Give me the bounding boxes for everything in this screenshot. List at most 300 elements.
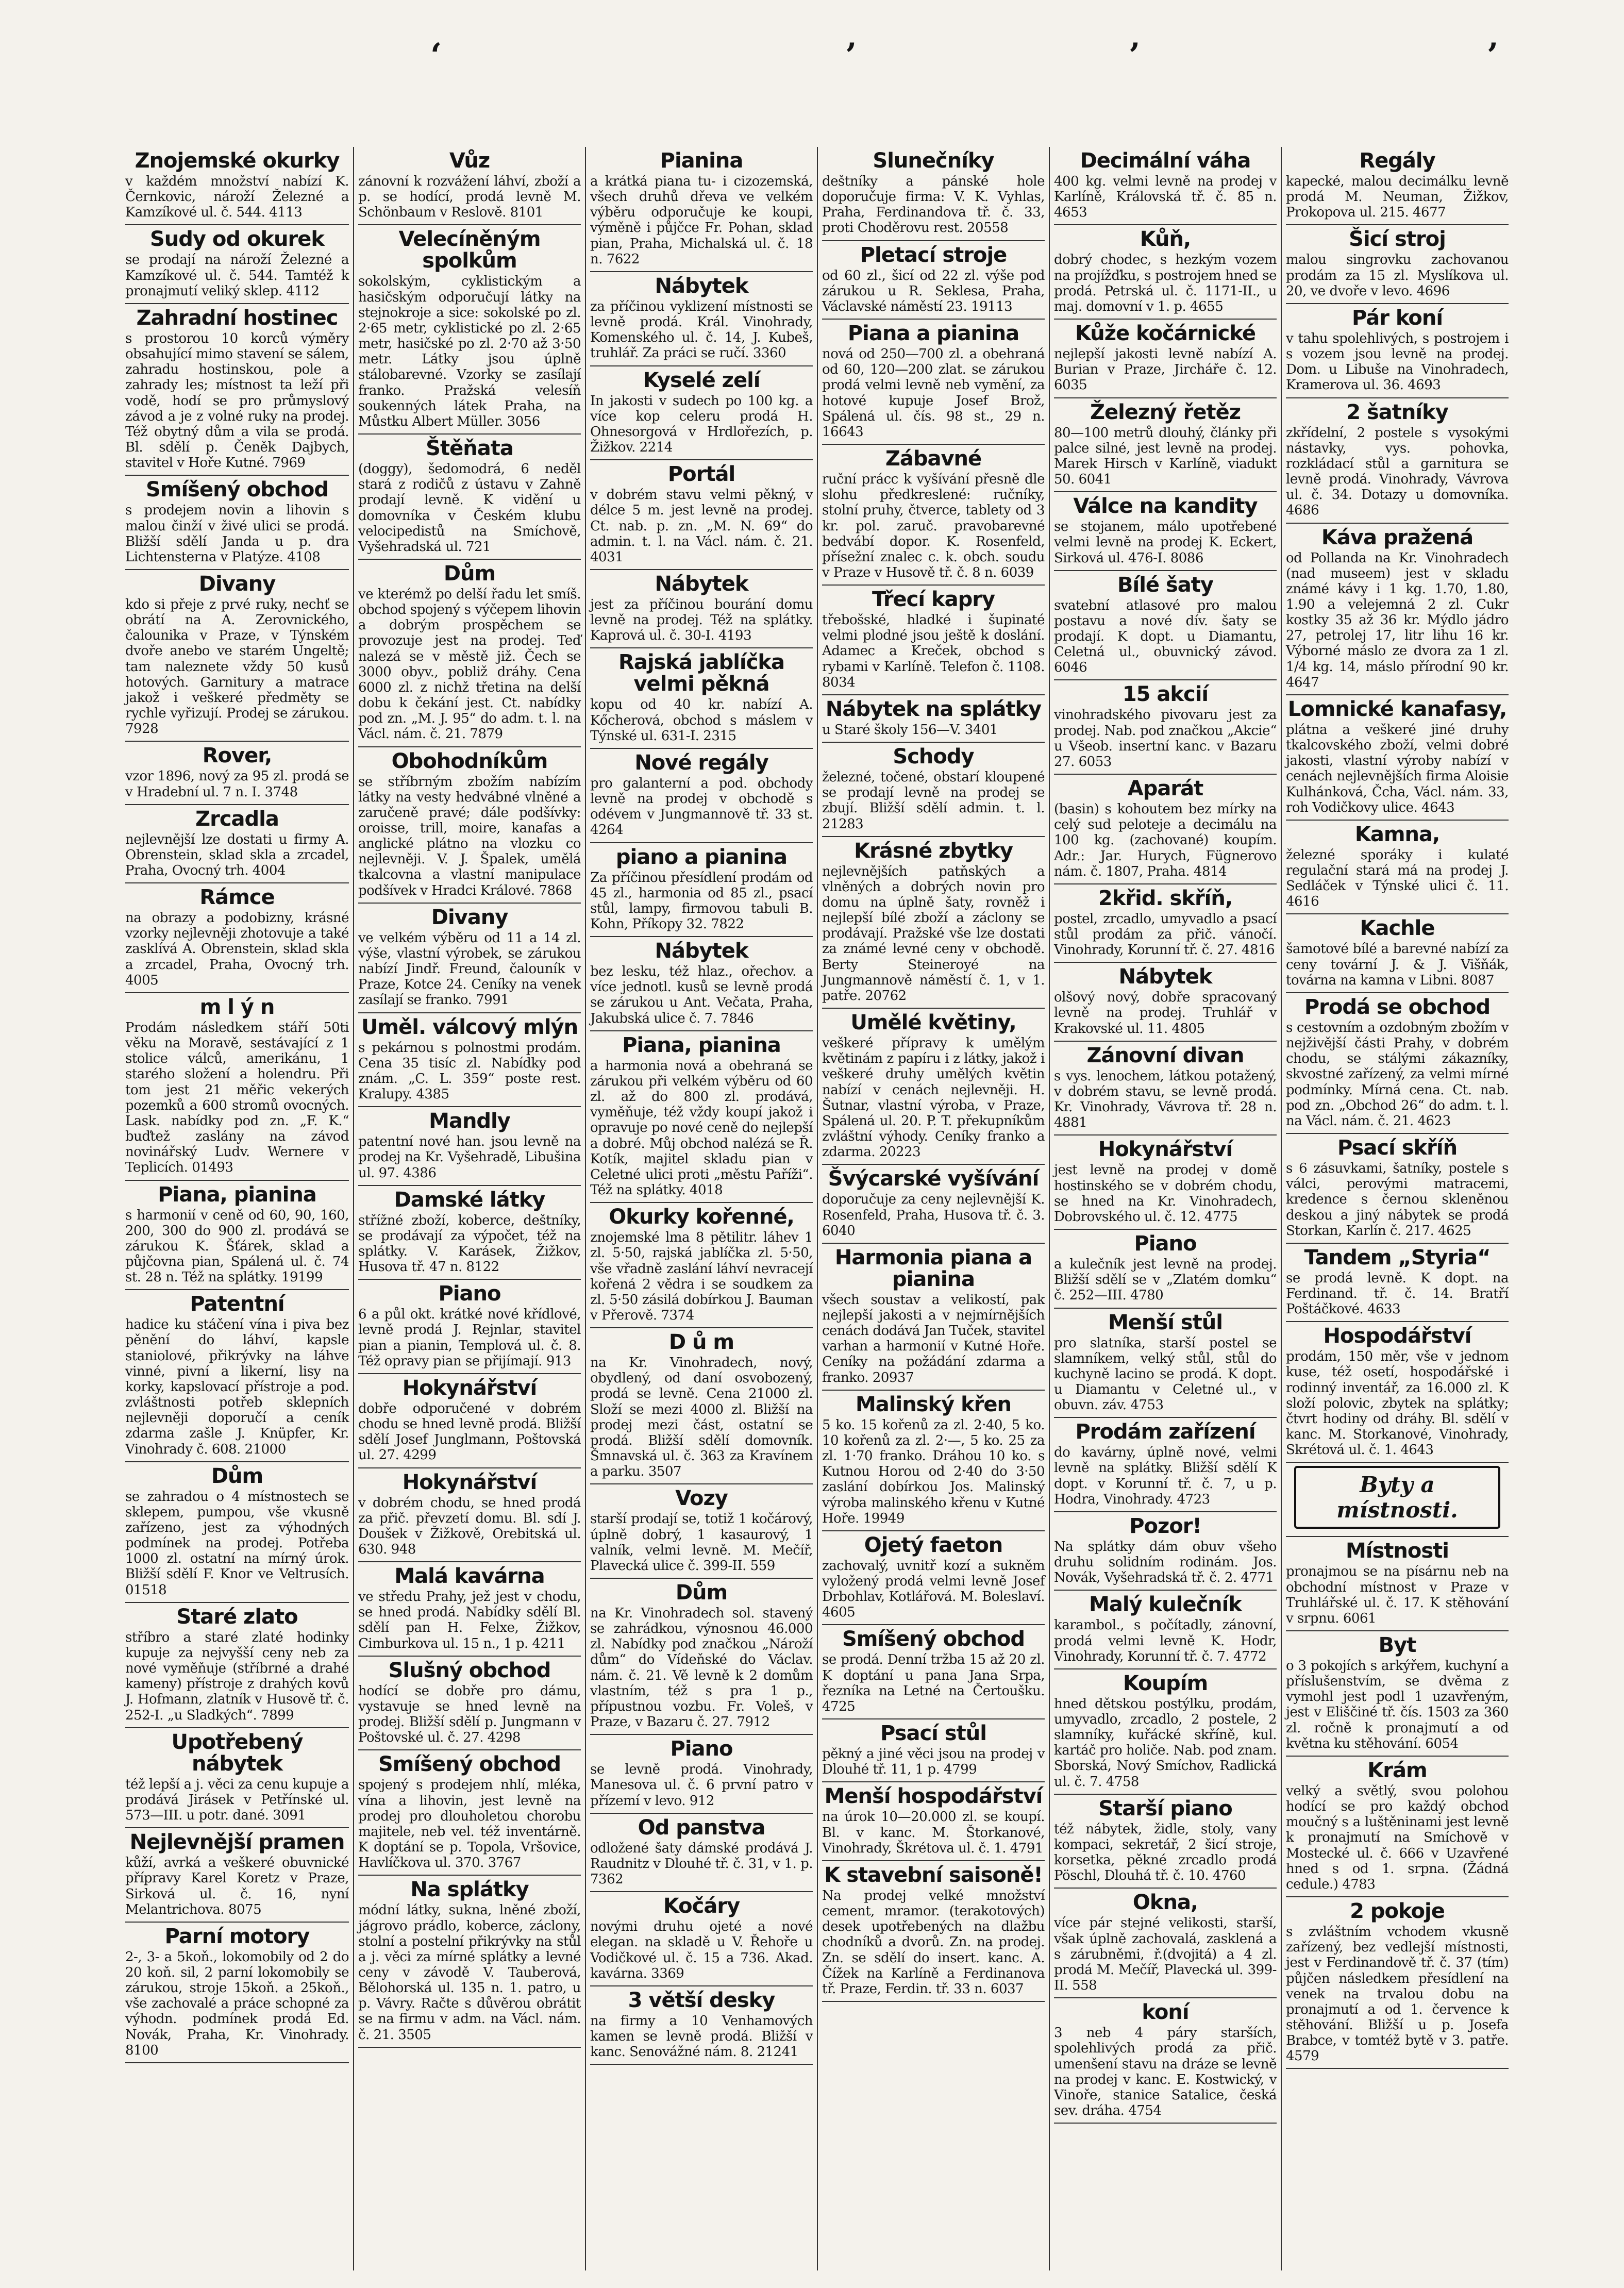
ad-headline: Nábytek na splátky <box>825 697 1042 721</box>
ad-body: patentní nové han. jsou levně na prodej na Kr. Vyšehradě, Libušina ul. 97. 4386 <box>358 1134 581 1181</box>
ad-body: s prodejem novin a lihovin s malou činží v živé ulici se prodá. Bližší sdělí Janda u p. dra Lichtensterna v Platýze. 4108 <box>125 503 349 565</box>
ad-body: na firmy a 10 Venhamových kamen se levně prodá. Bližší v kanc. Senovážné nám. 8. 21241 <box>590 2013 813 2060</box>
classified-ad <box>1054 1042 1277 1136</box>
ad-headline: Nové regály <box>634 750 768 775</box>
classified-ad <box>125 1603 349 1728</box>
ad-body: se prodá. Denní tržba 15 až 20 zl. K doptání u pana Jana Srpa, řezníka na Letné na Čertoušku. 4725 <box>822 1652 1045 1714</box>
ad-headline: Mandly <box>429 1109 510 1133</box>
ad-body: s harmonií v ceně od 60, 90, 160, 200, 300 do 900 zl. prodává se zárukou K. Šťárek, sklad a půjčovna pian, Spálená ul. č. 74 st. 28 n. Též na splátky. 19199 <box>125 1207 349 1285</box>
classified-ad <box>125 993 349 1181</box>
ad-body: s pekárnou s polnostmi prodám. Cena 35 tisíc zl. Nabídky pod znám. „C. L. 359“ poste rest. Kralupy. 4385 <box>358 1040 581 1103</box>
classified-ad <box>358 747 581 904</box>
section-header <box>1286 1463 1509 1537</box>
ad-headline: Psací stůl <box>880 1722 986 1746</box>
classified-ad <box>590 937 813 1031</box>
classified-ad <box>1054 884 1277 963</box>
ad-headline: Prodám zařízení <box>1075 1420 1255 1444</box>
classified-ad <box>822 1391 1045 1531</box>
ad-headline: piano a pianina <box>615 845 788 869</box>
ad-headline: Menší stůl <box>1108 1310 1223 1334</box>
classified-ad <box>822 743 1045 837</box>
ad-headline: Vozy <box>675 1487 728 1511</box>
column-3 <box>585 147 817 2270</box>
classified-ad <box>590 1203 813 1328</box>
ad-headline: 2 šatníky <box>1346 400 1448 424</box>
ad-headline: Nábytek <box>655 274 748 298</box>
classified-ad <box>358 1876 581 2047</box>
ad-headline: Piano <box>438 1282 501 1306</box>
ad-body: v dobrém stavu velmi pěkný, v délce 5 m. jest levně na prodej. Ct. nab. p. zn. „M. N. 69“ do admin. t. l. na Václ. nám. č. 21. 4031 <box>590 487 813 565</box>
ad-headline: Sudy od okurek <box>150 227 324 252</box>
classified-ad <box>1054 1669 1277 1795</box>
classified-ad <box>1286 1537 1509 1631</box>
classified-ad <box>590 460 813 570</box>
ad-headline: Káva pražená <box>1321 525 1474 549</box>
ad-body: dobrý chodec, s hezkým vozem na projížďku, s postrojem hned se prodá. Petrská ul. č. 1171-II., u maj. domovní v 1. p. 4655 <box>1054 252 1277 314</box>
ad-headline: Zánovní divan <box>1086 1043 1244 1067</box>
classified-columns <box>121 147 1513 2270</box>
ad-headline: Švýcarské vyšívání <box>828 1167 1039 1191</box>
classified-ad <box>125 476 349 570</box>
ad-body: jest za příčinou bourání domu levně na prodej. Též na splátky. Kaprová ul. č. 30-I. 4193 <box>590 596 813 644</box>
ad-headline: Místnosti <box>1345 1539 1449 1563</box>
ad-headline: Smíšený obchod <box>145 478 329 502</box>
ad-headline: Starší piano <box>1098 1796 1232 1821</box>
ad-headline: Nábytek <box>1118 965 1212 989</box>
ad-body: Na splátky dám obuv všeho druhu solidním rodinám. Jos. Novák, Vyšehradská tř. č. 2. 4771 <box>1054 1539 1277 1586</box>
ad-headline: Hokynářství <box>402 1470 537 1494</box>
classified-ad <box>1054 492 1277 571</box>
ad-body: doporučuje za ceny nejlevnější K. Rosenfeld, Praha, Husova tř. č. 3. 6040 <box>822 1192 1045 1239</box>
classified-ad <box>822 445 1045 586</box>
classified-ad <box>358 1657 581 1751</box>
classified-ad <box>822 1009 1045 1165</box>
ad-headline: Uměl. válcový mlýn <box>361 1015 578 1039</box>
ad-headline: Kůže kočárnické <box>1075 322 1256 346</box>
ad-body: Prodám následkem stáří 50ti věku na Moravě, sestávající z 1 stolice válců, amerikánu, 1 starého složení a holendru. Při tom jest 21 měřic vekerých pozemků a 600 stromů ovocných. Lask. nabídky pod zn. „F. K.“ buďtež zaslány na závod novinářský Ludv. Wernere v Teplicích. 01493 <box>125 1020 349 1176</box>
ad-headline: Upotřebený nábytek <box>171 1730 303 1776</box>
ad-headline: Velecíněným spolkům <box>398 227 541 273</box>
ad-body: se stříbrným zbožím nabízím látky na vesty hedvábné vlněné a zaručeně pravé; dále podšívky: oroisse, trill, moire, kanafas a anglické plátno na vlozku co nejlevněji. V. J. Špalek, umělá tkalcovna a vlastní manipulace podšívek v Hradci Králové. 7868 <box>358 774 581 898</box>
ad-headline: Byt <box>1378 1633 1416 1657</box>
classified-ad <box>1054 398 1277 493</box>
ad-headline: Smíšený obchod <box>378 1752 561 1777</box>
ad-headline: Vůz <box>449 149 490 173</box>
classified-ad <box>125 304 349 476</box>
ad-headline: Pianina <box>660 149 743 173</box>
classified-ad <box>1054 1135 1277 1230</box>
ad-headline: Prodá se obchod <box>1304 995 1491 1019</box>
ad-body: hadice ku stáčení vína i piva bez pěnění do láhví, kapsle staniolové, přikrývky na láhve vinné, pivní a likerní, lisy na korky, kapslovací přístroje a pod. zvláštnosti potřeb sklepních nejlevněji doporučí a ceník zdarma zašle J. Knüpfer, Kr. Vinohrady č. 608. 21000 <box>125 1317 349 1457</box>
classified-ad <box>358 1750 581 1876</box>
ad-body: olšový nový, dobře spracovaný levně na prodej. Truhlář v Krakovské ul. 11. 4805 <box>1054 990 1277 1037</box>
ad-headline: Krásné zbytky <box>854 839 1013 863</box>
classified-ad <box>358 560 581 747</box>
ad-body: módní látky, sukna, lněné zboží, jágrovo prádlo, koberce, záclony, stolní a postelní přikrývky na stůl a j. věci za mírné splátky a levné ceny v závodě V. Tauberová, Bělohorská ul. 135 n. 1. patro, u p. Vávry. Račte s důvěrou obrátit se na firmu v adm. na Václ. nám. č. 21. 3505 <box>358 1902 581 2043</box>
ad-body: 3 neb 4 páry starších, spolehlivých prodá za přič. umenšení stavu na dráze se levně na prodej v kanc. E. Kostwický, v Vinoře, stanice Satalice, česká sev. dráha. 4754 <box>1054 2025 1277 2118</box>
ad-body: 6 a půl okt. krátké nové křídlové, levně prodá J. Rejnlar, stavitel pian a pianin, Templová ul. č. 8. Též opravy pian se přijímají. 913 <box>358 1307 581 1369</box>
classified-ad <box>358 1186 581 1280</box>
ad-body: spojený s prodejem nhlí, mléka, vína a lihovin, jest levně na prodej pro dlouholetou chorobu majitele, neb vel. též inventárně. K doptání se p. Topola, Vršovice, Havlíčkova ul. 370. 3767 <box>358 1777 581 1871</box>
ad-headline: Psací skříň <box>1337 1136 1458 1160</box>
ad-headline: Hospodářství <box>1323 1324 1471 1348</box>
classified-ad <box>1286 225 1509 304</box>
ad-headline: Piana a pianina <box>847 322 1019 346</box>
classified-ad <box>1286 1757 1509 1897</box>
ad-headline: Pozor! <box>1129 1514 1201 1538</box>
classified-ad <box>1286 1631 1509 1757</box>
ad-headline: Piano <box>1134 1232 1197 1256</box>
ad-headline: Od panstva <box>638 1815 765 1840</box>
ad-headline: Malý kulečník <box>1089 1593 1242 1617</box>
ad-body: na obrazy a podobizny, krásné vzorky nejlevněji zhotovuje a také zasklívá A. Obrenstein, sklad skla a zrcadel, Praha, Ovocný trh. 4005 <box>125 910 349 988</box>
ad-headline: Bílé šaty <box>1117 573 1213 597</box>
classified-ad <box>822 1782 1045 1861</box>
margin-mark: ‘ <box>430 36 442 75</box>
ad-headline: Rajská jablíčka velmi pěkná <box>618 650 784 696</box>
ad-body: velký a světlý, svou polohou hodící se pro každý obchod moučný s a luštěninami jest levně k pronajmutí na Smíchově v Mostecké ul. č. 666 v Uzavřené hned s od 1. srpna. (Žádná cedule.) 4783 <box>1286 1783 1509 1892</box>
ad-body: na Kr. Vinohradech, nový, obydlený, od daní osvobozený, prodá se levně. Cena 21000 zl. Složí se mezi 4000 zl. Bližší na prodej mezi část, ostatní se prodá. Bližší sdělí domovník. Šmnavská ul. č. 363 za Kravínem a parku. 3507 <box>590 1355 813 1480</box>
ad-body: se stojanem, málo upotřebené velmi levně na prodej K. Eckert, Sirková ul. 476-I. 8086 <box>1054 519 1277 566</box>
ad-headline: Ojetý faeton <box>864 1533 1003 1557</box>
ad-headline: Nábytek <box>655 572 748 596</box>
ad-body: (basin) s kohoutem bez mírky na celý sud peloteje a decimálu na 100 kg. (zachované) koupím. Adr.: Jar. Hurych, Fügnerovo nám. č. 1807, Praha. 4814 <box>1054 801 1277 879</box>
classified-ad <box>358 147 581 225</box>
ad-headline: 3 větší desky <box>628 1988 775 2012</box>
ad-headline: Kachle <box>1360 916 1435 941</box>
classified-ad <box>125 1462 349 1603</box>
ad-headline: koní <box>1142 2000 1189 2025</box>
classified-ad <box>358 1107 581 1185</box>
margin-mark: ’ <box>1129 36 1141 75</box>
ad-headline: 15 akcií <box>1122 682 1209 707</box>
classified-ad <box>1054 1418 1277 1512</box>
classified-ad <box>358 1374 581 1468</box>
ad-headline: Patentní <box>190 1292 284 1316</box>
ad-headline: Třecí kapry <box>872 588 995 612</box>
ad-headline: Znojemské okurky <box>135 149 340 173</box>
classified-ad <box>822 320 1045 445</box>
classified-ad <box>822 1165 1045 1243</box>
ad-body: plátna a veškeré jiné druhy tkalcovského zboží, velmi dobré jakosti, vlastní výroby nabízí v cenách nejlevnějších firma Aloisie Kulhánková, Čcha, Václ. nám. 33, roh Vodičkovy ulice. 4643 <box>1286 722 1509 815</box>
ad-body: (doggy), šedomodrá, 6 neděl stará z rodičů z ústavu v Zahně prodají levně. K vidění u domovníka v Českém klubu velocipedistů na Smíchově, Vyšehradská ul. 721 <box>358 461 581 555</box>
classified-ad <box>822 1244 1045 1391</box>
ad-headline: Hokynářství <box>1098 1138 1233 1162</box>
classified-ad <box>125 225 349 304</box>
ad-headline: Rámce <box>199 886 275 910</box>
classified-ad <box>822 695 1045 743</box>
ad-headline: Rover, <box>202 744 272 768</box>
ad-body: kapecké, malou decimálku levně prodá M. Neuman, Žižkov, Prokopova ul. 215. 4677 <box>1286 174 1509 221</box>
classified-ad <box>125 1923 349 2063</box>
ad-headline: Štěňata <box>426 437 513 461</box>
ad-headline: Staré zlato <box>176 1605 298 1629</box>
column-1 <box>121 147 353 2270</box>
ad-headline: Na splátky <box>410 1878 529 1902</box>
ad-body: svatební atlasové pro malou postavu a nové dív. šaty se prodají. K dopt. u Diamantu, Celetná ul., obuvnický závod. 6046 <box>1054 597 1277 676</box>
ad-body: znojemské lma 8 pětilitr. láhev 1 zl. 5·50, rajská jablíčka zl. 5·50, vše vřadně zaslání láhví nevracejí kořená 2 vědra i se soudkem za zl. 5·50 zásilá dobírkou J. Bauman v Přerově. 7374 <box>590 1230 813 1323</box>
ad-headline: Piana, pianina <box>158 1182 316 1207</box>
classified-ad <box>125 1728 349 1828</box>
ad-body: In jakosti v sudech po 100 kg. a více kop celeru prodá H. Ohnesorgová v Hrdlořezích, p. Žižkov. 2214 <box>590 393 813 456</box>
ad-body: 2-, 3- a 5koň., lokomobily od 2 do 20 koň. sil, 2 parní lokomobily se zárukou, stroje 15koň. a 25koň., vše zachovalé a práce schopné za výhodn. podmínek prodá Ed. Novák, Praha, Kr. Vinohrady. 8100 <box>125 1949 349 2058</box>
classified-ad <box>125 1290 349 1462</box>
column-4 <box>817 147 1049 2270</box>
ad-body: pro slatníka, starší postel se slamníkem, velký stůl, stůl do kuchyně lacino se prodá. K dopt. u Diamantu v Celetné ul., v obuvn. záv. 4753 <box>1054 1335 1277 1413</box>
classified-ad <box>1286 1244 1509 1322</box>
ad-body: s zvláštním vchodem vkusně zařízený, bez vedlejší místnosti, jest v Ferdinandově tř. č. 37 (tím) půjčen následkem přesídlení na venek na trvalou dobu na pronajmutí a od 1. července k stěhování. Bližší u p. Josefa Brabce, v tomtéž bytě v 3. patře. 4579 <box>1286 1924 1509 2064</box>
classified-ad <box>125 1181 349 1291</box>
top-margin-marks <box>0 36 1624 75</box>
classified-ad <box>358 1013 581 1108</box>
ad-body: se zahradou o 4 místnostech se sklepem, pumpou, vše vkusně zařízeno, jest za výhodných podmínek na prodej. Potřeba 1000 zl. ostatní na mírný úrok. Bližší sdělí F. Knor ve Veltrusích. 01518 <box>125 1489 349 1598</box>
ad-headline: Divany <box>431 905 508 929</box>
ad-body: na Kr. Vinohradech sol. stavený se zahrádkou, výnosnou 46.000 zl. Nabídky pod značkou „Nároží dům“ do Vídeňské do Václav. nám. č. 21. Vě levně k 2 domům vlastním, též s pra 1 p., přípustnou vozbu. Fr. Voleš, v Praze, v Bazaru č. 27. 7912 <box>590 1606 813 1730</box>
classified-ad <box>590 1986 813 2065</box>
classified-ad <box>1286 1897 1509 2069</box>
ad-headline: Pár koní <box>1351 306 1443 330</box>
classified-ad <box>1054 225 1277 320</box>
ad-headline: Schody <box>893 745 974 769</box>
ad-headline: 2křid. skříň, <box>1098 886 1233 910</box>
ad-body: kůží, avrká a veškeré obuvnické přípravy Karel Koretz v Praze, Sirková ul. č. 16, nyní Melantrichova. 8075 <box>125 1855 349 1917</box>
ad-headline: Obohodníkům <box>391 749 548 773</box>
classified-ad <box>590 1892 813 1986</box>
ad-body: se prodají na nároží Železné a Kamzíkové ul. č. 544. Tamtéž k pronajmutí veliký sklep. 4112 <box>125 252 349 299</box>
classified-ad <box>590 1328 813 1484</box>
ad-headline: Parní motory <box>164 1924 310 1948</box>
ad-body: 400 kg. velmi levně na prodej v Karlíně, Královská tř. č. 85 n. 4653 <box>1054 174 1277 221</box>
ad-body: prodám, 150 měr, vše v jednom kuse, též osetí, hospodářské i rodinný inventář, za 16.000 zl. K složí polovic, zbytek na splátky; čtvrt hodiny od dráhy. Bl. sdělí v kanc. M. Storkanové, Vinohrady, Skrétová ul. č. 1. 4643 <box>1286 1349 1509 1458</box>
ad-body: malou singrovku zachovanou prodám za 15 zl. Myslíkova ul. 20, ve dvoře v levo. 4696 <box>1286 252 1509 299</box>
ad-headline: D ů m <box>668 1330 734 1355</box>
ad-headline: m l ý n <box>199 995 275 1019</box>
classified-ad <box>358 904 581 1013</box>
ad-headline: Krám <box>1367 1758 1427 1782</box>
classified-ad <box>1054 1230 1277 1308</box>
ad-body: stříbro a staré zlaté hodinky kupuje za nejvyšší ceny neb za nové vyměňuje (stříbrné a drahé kameny) přístroje z drahých kovů J. Hofmann, zlatník v Husově tř. č. 252-I. „u Sladkých“. 7899 <box>125 1629 349 1723</box>
classified-ad <box>1054 775 1277 884</box>
ad-headline: Šicí stroj <box>1349 227 1446 252</box>
ad-headline: Slušný obchod <box>388 1658 551 1682</box>
ad-body: o 3 pokojích s arkýřem, kuchyní a příslušenstvím, se dvěma z vymohl jest podl 1 uzavřeným, jest v Eliščiné tř. čís. 1503 za 360 zl. ročně k pronajmutí a od května ku stěhování. 6054 <box>1286 1658 1509 1751</box>
classified-ad <box>1286 524 1509 695</box>
ad-body: veškeré přípravy k umělým květinám z papíru i z látky, jakož i veškeré druhy umělých květin nabízí v cenách nejlevněji. H. Šutnar, vlastní výroba, v Praze, Spálená ul. 20. P. T. překupníkům zvláštní výhody. Ceníky franko a zdarma. 20223 <box>822 1036 1045 1160</box>
classified-ad <box>1054 963 1277 1041</box>
ad-headline: Kamna, <box>1354 822 1440 846</box>
classified-ad <box>590 1735 813 1813</box>
ad-body: hned dětskou postýlku, prodám, umyvadlo, zrcadlo, 2 postele, 2 slamníky, kuřácké skříně, kul. kartáč pro holiče. Nab. pod znam. Sborská, Nový Smíchov, Radlická ul. č. 7. 4758 <box>1054 1696 1277 1790</box>
classified-ad <box>1054 680 1277 775</box>
classified-ad <box>822 241 1045 320</box>
ad-headline: Zahradní hostinec <box>136 306 338 330</box>
ad-body: nejlevnějších patňských a vlněných a dobrých novin pro domu na úplně šaty, rovněž i nejlepší bílé zboží a záclony se prodávají. Pražské vše lze dostati za známé levné ceny v obchodě. Berty Steineroyé na Jungmannově náměstí č. 1, v 1. patře. 20762 <box>822 863 1045 1004</box>
classified-ad <box>1286 1322 1509 1463</box>
margin-mark: ’ <box>1487 36 1499 75</box>
ad-headline: Menší hospodářství <box>824 1784 1043 1809</box>
classified-ad <box>822 1531 1045 1626</box>
classified-ad <box>1286 821 1509 915</box>
ad-body: nejlepší jakosti levně nabízí A. Burian v Praze, Jircháře č. 12. 6035 <box>1054 346 1277 393</box>
classified-ad <box>1286 914 1509 993</box>
ad-body: nová od 250—700 zl. a obehraná od 60, 120—200 zlat. se zárukou prodá velmi levně neb vymění, za hotové kupuje Josef Brož, Spálená ul. čís. 98 st., 29 n. 16643 <box>822 346 1045 440</box>
ad-body: střížné zboží, koberce, deštníky, se prodávají za výpočet, též na splátky. V. Karásek, Žižkov, Husova tř. 47 n. 8122 <box>358 1212 581 1275</box>
classified-ad <box>1054 1889 1277 1998</box>
ad-body: zachovalý, uvnitř kozí a sukněm vyložený prodá velmi levně Josef Drbohlav, Kotlářová. M. Boleslaví. 4605 <box>822 1558 1045 1621</box>
ad-body: kopu od 40 kr. nabízí A. Kőcherová, obchod s máslem v Týnské ul. 631-I. 2315 <box>590 697 813 744</box>
classified-ad <box>590 147 813 272</box>
column-2 <box>353 147 585 2270</box>
ad-body: 5 ko. 15 kořenů za zl. 2·40, 5 ko. 10 kořenů za zl. 2·—, 5 ko. 25 za zl. 1·70 franko. Dráhou 10 ko. s Kutnou Horou od 2·40 do 3·50 zaslání dobírkou Jos. Malinský výroba malinského křenu v Kutné Hoře. 19949 <box>822 1417 1045 1526</box>
ad-body: v dobrém chodu, se hned prodá za přič. převzetí domu. Bl. sdí J. Doušek v Žižkově, Orebitská ul. 630. 948 <box>358 1495 581 1557</box>
ad-body: bez lesku, též hlaz., ořechov. a více jednotl. kusů se levně prodá se zárukou u Ant. Večata, Praha, Jakubská ulice č. 7. 7846 <box>590 964 813 1026</box>
ad-body: od Pollanda na Kr. Vinohradech (nad museem) jest v skladu známé kávy i 1 kg. 1.70, 1.80, 1.90 a velejemná 2 zl. Cukr kostky 35 až 36 kr. Mýdlo jádro 27, petrolej 17, litr lihu 16 kr. Výborné máslo ze dvora za 1 zl. 1/4 kg. 14, máslo přírodní 90 kr. 4647 <box>1286 550 1509 690</box>
classified-ad <box>590 843 813 938</box>
ad-body: odložené šaty dámské prodává J. Raudnitz v Dlouhé tř. č. 31, v 1. p. 7362 <box>590 1840 813 1888</box>
ad-headline: Smíšený obchod <box>842 1627 1025 1651</box>
classified-ad <box>1286 1134 1509 1244</box>
ad-body: pěkný a jiné věci jsou na prodej v Dlouhé tř. 11, 1 p. 4799 <box>822 1746 1045 1778</box>
ad-headline: Portál <box>667 462 735 487</box>
ad-body: též lepší a j. věci za cenu kupuje a prodává Jirásek v Petřínské ul. 573—III. u potr. dané. 3091 <box>125 1776 349 1824</box>
ad-headline: Slunečníky <box>873 149 994 173</box>
ad-body: pronajmou se na písárnu neb na obchodní místnost v Praze v Truhlářské ul. č. 17. K stěhování v srpnu. 6061 <box>1286 1564 1509 1626</box>
ad-headline: Zrcadla <box>195 807 279 831</box>
ad-body: železné, točené, obstarí kloupené se prodají levně na prodej se zbují. Bližší sdělí admin. t. l. 21283 <box>822 770 1045 832</box>
ad-body: a krátká piana tu- i cizozemská, všech druhů dřeva ve velkém výběru odporučuje ke koupi, výměně i půjčce Fr. Pohan, sklad pian, Praha, Michalská ul. č. 18 n. 7622 <box>590 174 813 267</box>
ad-body: u Staré školy 156—V. 3401 <box>822 722 998 738</box>
classified-ad <box>822 147 1045 241</box>
classified-ad <box>1054 571 1277 681</box>
ad-body: s cestovním a ozdobným zbožím v nejživější části Prahy, v dobrém chodu, se stálými zákazníky, skvostné zařízený, za velmi mírné podmínky. Mírná cena. Ct. nab. pod zn. „Obchod 26“ do adm. t. l. na Václ. nám. č. 21. 4623 <box>1286 1020 1509 1129</box>
ad-body: dobře odporučené v dobrém chodu se hned levně prodá. Bližší sdělí Josef Junglmann, Poštovská ul. 27. 4299 <box>358 1400 581 1463</box>
ad-body: ve středu Prahy, jež jest v chodu, se hned prodá. Nabídky sdělí Bl. sdělí pan H. Felxe, Žižkov, Cimburkova ul. 15 n., 1 p. 4211 <box>358 1589 581 1651</box>
ad-body: od 60 zl., šicí od 22 zl. výše pod zárukou u R. Seklesa, Praha, Václavské náměstí 23. 19113 <box>822 268 1045 314</box>
ad-headline: Divany <box>198 572 276 596</box>
ad-headline: Tandem „Styria“ <box>1304 1245 1491 1270</box>
ad-body: 80—100 metrů dlouhý, články při palce silné, jest levně na prodej. Marek Hirsch v Karlíně, viadukt 50. 6041 <box>1054 425 1277 488</box>
ad-headline: Kyselé zelí <box>643 368 760 392</box>
classified-ad <box>822 837 1045 1009</box>
classified-ad <box>1054 320 1277 398</box>
ad-body: v každém množství nabízí K. Černkovic, nároží Železné a Kamzíkové ul. č. 544. 4113 <box>125 174 349 221</box>
ad-headline: Umělé květiny, <box>850 1011 1016 1035</box>
ad-body: třebošské, hladké i šupinaté velmi plodné jsou ještě k doslání. Adamec a Kreček, obchod s rybami v Karlíně. Telefon č. 1108. 8034 <box>822 612 1045 690</box>
ad-body: ve velkém výběru od 11 a 14 zl. výše, vlastní výrobek, se zárukou nabízí Jindř. Freund, čalouník v Praze, Kotce 24. Ceníky na venek zasílají se franko. 7991 <box>358 930 581 1008</box>
ad-body: vzor 1896, nový za 95 zl. prodá se v Hradební ul. 7 n. I. 3748 <box>125 769 349 800</box>
classified-ad <box>125 883 349 993</box>
ad-headline: Kočáry <box>663 1894 740 1918</box>
ad-headline: Piano <box>670 1737 733 1761</box>
ad-headline: Damské látky <box>394 1188 545 1212</box>
classified-ad <box>125 742 349 805</box>
classified-ad <box>1286 304 1509 398</box>
classified-ad <box>590 648 813 748</box>
ad-body: se levně prodá. Vinohrady, Manesova ul. č. 6 první patro v přízemí v levo. 912 <box>590 1762 813 1809</box>
classified-ad <box>590 570 813 648</box>
classified-ad <box>590 366 813 461</box>
section-title: Byty a místnosti. <box>1294 1466 1500 1529</box>
classified-ad <box>1286 398 1509 524</box>
classified-ad <box>1054 1309 1277 1418</box>
classified-ad <box>590 1031 813 1203</box>
ad-body: kdo si přeje z prvé ruky, nechť se obrátí na A. Zerovnického, čalounika v Praze, v Týnském dvoře anebo ve starém Ungeltě; tam naleznete vždy 50 kusů hotových. Garnitury a matrace jakož i veškeré předměty se rychle vyřizují. Prodej se zárukou. 7928 <box>125 596 349 737</box>
ad-body: do kavárny, úplně nové, velmi levně na splátky. Bližší sdělí K dopt. v Korunní tř. č. 7, u p. Hodra, Vinohrady. 4723 <box>1054 1445 1277 1507</box>
ad-headline: Dům <box>211 1464 263 1488</box>
ad-headline: Okna, <box>1132 1891 1198 1915</box>
ad-headline: Kůň, <box>1140 227 1191 252</box>
ad-headline: Zábavné <box>885 447 982 471</box>
classified-ad <box>590 749 813 843</box>
ad-body: karambol., s počítadly, zánovní, prodá velmi levně K. Hodr, Vinohrady, Korunní tř. č. 7. 4772 <box>1054 1617 1277 1664</box>
classified-ad <box>590 1484 813 1579</box>
ad-headline: Nábytek <box>655 939 748 963</box>
ad-body: se prodá levně. K dopt. na Ferdinand. tř. č. 14. Bratří Poštáčkové. 4633 <box>1286 1270 1509 1317</box>
classified-ad <box>1054 1512 1277 1591</box>
ad-body: Na prodej velké množství cement, mramor. (terakotových) desek upotřebených na dlažbu chodníků a dvorů. Zn. na prodej. Zn. se sdělí do insert. kanc. A. Čížek na Karlíně a Ferdinanova tř. Praze, Ferdin. tř. 33 n. 6037 <box>822 1888 1045 1997</box>
ad-body: v tahu spolehlivých, s postrojem i s vozem jsou levně na prodej. Dom. u Libuše na Vinohradech, Kramerova ul. 36. 4693 <box>1286 330 1509 393</box>
classified-ad <box>125 147 349 225</box>
ad-body: ve kterémž po delší řadu let smíš. obchod spojený s výčepem lihovin a dobrým prospěchem se provozuje jest na prodej. Teď nalezá se v městě již. Čech se 3000 obyv., pobliž dráhy. Cena 6000 zl. z nichž třetina na delší dobu k čekání jest. Ct. nabídky pod zn. „M. J. 95“ do adm. t. l. na Václ. nám. č. 21. 7879 <box>358 586 581 742</box>
ad-headline: Hokynářství <box>402 1376 537 1400</box>
ad-body: více pár stejné velikosti, starší, však úplně zachovalá, zasklená a s zárubněmi, ř.(dvojitá) a 4 zl. prodá M. Mečíř, Plavecká ul. 399-II. 558 <box>1054 1915 1277 1994</box>
classified-ad <box>1286 147 1509 225</box>
classified-ad <box>125 1828 349 1923</box>
classified-ad <box>1054 1998 1277 2124</box>
classified-ad <box>822 1719 1045 1782</box>
ad-headline: Dům <box>443 561 496 586</box>
classified-ad <box>125 805 349 883</box>
ad-headline: 2 pokoje <box>1350 1899 1445 1924</box>
ad-headline: Decimální váha <box>1080 149 1251 173</box>
ad-body: zkřídelní, 2 postele s vysokými nástavky, vys. pohovka, rozkládací stůl a garnitura se levně prodá. Vinohrady, Vávrova ul. č. 34. Dotazy u domovníka. 4686 <box>1286 425 1509 519</box>
ad-body: všech soustav a velikostí, pak nejlepší jakosti a v nejmírnějších cenách dodává Jan Tuček, stavitel varhan a harmonií v Kutné Hoře. Ceníky na požádání zdarma a franko. 20937 <box>822 1292 1045 1385</box>
classified-ad <box>358 1280 581 1374</box>
ad-body: starší prodají se, totiž 1 kočárový, úplně dobrý, 1 kasaurový, 1 valník, velmi levně. M. Mečíř, Plavecká ulice č. 399-II. 559 <box>590 1511 813 1574</box>
ad-headline: Nejlevnější pramen <box>129 1830 345 1855</box>
ad-body: železné sporáky i kulaté regulační stará má na prodej J. Sedláček v Týnské ulici č. 11. 4616 <box>1286 847 1509 910</box>
ad-body: deštníky a pánské hole doporučuje firma: V. K. Vyhlas, Praha, Ferdinandova tř. č. 33, proti Choděrovu rest. 20558 <box>822 174 1045 236</box>
ad-body: zánovní k rozvážení láhví, zboží a p. se hodící, prodá levně M. Schönbaum v Reslově. 8101 <box>358 174 581 221</box>
classified-ad <box>822 1625 1045 1719</box>
ad-headline: K stavební saisoně! <box>824 1863 1043 1887</box>
ad-headline: Železný řetěz <box>1090 400 1241 424</box>
ad-headline: Okurky kořenné, <box>609 1205 794 1229</box>
column-6 <box>1281 147 1513 2270</box>
ad-body: vinohradského pivovaru jest za prodej. Nab. pod značkou „Akcie“ u Všeob. insertní kanc. v Bazaru 27. 6053 <box>1054 707 1277 770</box>
classified-ad <box>1054 147 1277 225</box>
ad-headline: Aparát <box>1127 777 1203 801</box>
ad-headline: Dům <box>675 1581 728 1605</box>
ad-headline: Harmonia piana a pianina <box>834 1245 1032 1291</box>
ad-headline: Lomnické kanafasy, <box>1287 697 1507 721</box>
margin-mark: ’ <box>845 36 857 75</box>
classified-ad <box>1054 1795 1277 1889</box>
classified-ad <box>358 1468 581 1563</box>
ad-body: na úrok 10—20.000 zl. se koupí. Bl. v kanc. M. Štorkanové, Vinohrady, Škrétova ul. č. 1. 4791 <box>822 1809 1045 1856</box>
classified-ad <box>1054 1591 1277 1669</box>
classified-ad <box>590 1814 813 1892</box>
classified-ad <box>822 586 1045 695</box>
ad-headline: Regály <box>1359 149 1435 173</box>
classified-ad <box>358 1562 581 1657</box>
ad-headline: Pletací stroje <box>860 243 1007 267</box>
ad-headline: Malinský křen <box>855 1392 1012 1416</box>
classified-ad <box>590 272 813 366</box>
classified-ad <box>125 570 349 742</box>
ad-body: ruční prácc k vyšívání přesně dle slohu předkreslené: ručníky, stolní pruhy, čtverce, tablety od 3 kr. pol. zaruč. pravobarevné bedvábí dopor. K. Rosenfeld, přísežní znalec c. k. obch. soudu v Praze v Husově tř. č. 8 n. 6039 <box>822 472 1045 580</box>
classified-ad <box>1286 695 1509 821</box>
